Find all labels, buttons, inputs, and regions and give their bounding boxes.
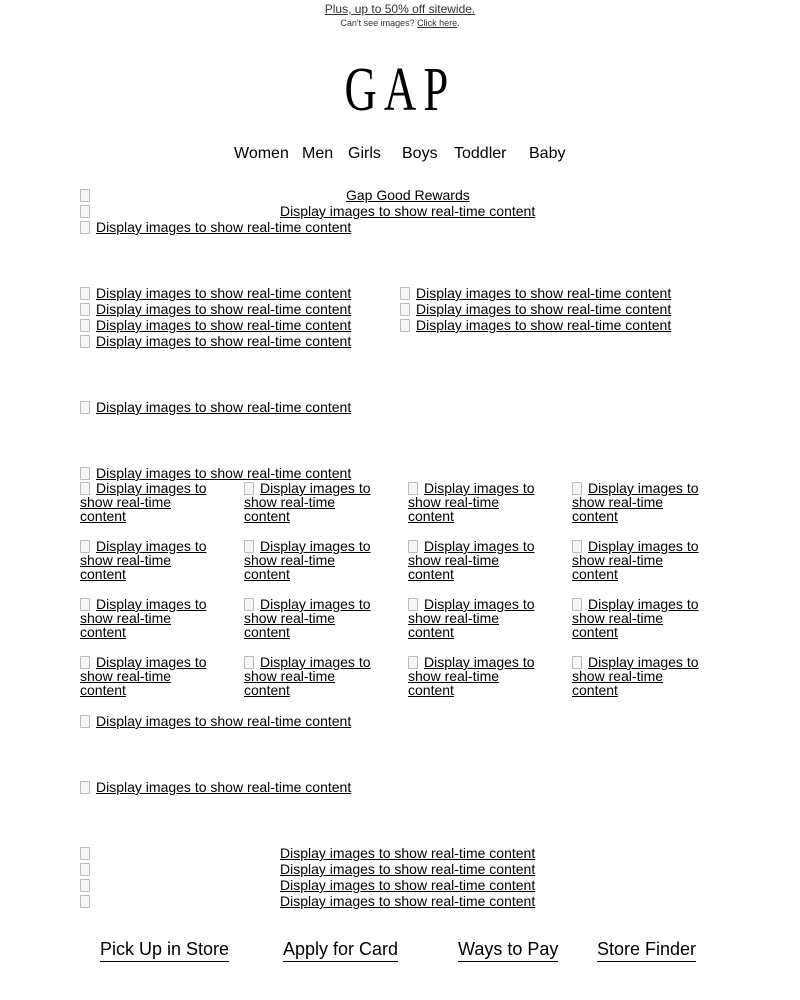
grid-image-placeholder[interactable] <box>80 655 210 697</box>
image-placeholder[interactable] <box>280 877 535 893</box>
grid-image-placeholder[interactable] <box>80 481 210 523</box>
broken-image-icon <box>80 715 90 728</box>
placeholder-text[interactable]: Display images to show real-time content <box>96 301 352 317</box>
image-placeholder[interactable] <box>280 861 535 877</box>
placeholder-text[interactable]: Display images to show real-time content <box>408 538 535 582</box>
rewards-label[interactable]: Gap Good Rewards <box>346 187 470 203</box>
grid-image-placeholder[interactable] <box>572 481 702 523</box>
cant-see-suffix: . <box>457 18 460 28</box>
grid-image-placeholder[interactable] <box>408 481 538 523</box>
pick-up-in-store-link[interactable]: Pick Up in Store <box>100 938 229 962</box>
placeholder-text[interactable]: Display images to show real-time content <box>416 301 672 317</box>
click-here-link[interactable]: Click here <box>417 18 458 28</box>
placeholder-text[interactable]: Display images to show real-time content <box>408 654 535 698</box>
image-placeholder[interactable] <box>80 399 351 415</box>
placeholder-text[interactable]: Display images to show real-time content <box>408 480 535 524</box>
apply-for-card-link[interactable]: Apply for Card <box>283 938 398 962</box>
placeholder-text[interactable]: Display images to show real-time content <box>96 713 352 729</box>
placeholder-text[interactable]: Display images to show real-time content <box>96 465 352 481</box>
grid-image-placeholder[interactable] <box>572 597 702 639</box>
placeholder-text[interactable]: Display images to show real-time content <box>244 480 371 524</box>
image-placeholder[interactable] <box>80 219 351 235</box>
broken-image-icon <box>80 287 90 300</box>
placeholder-text[interactable]: Display images to show real-time content <box>80 480 207 524</box>
broken-image-icon <box>80 893 96 909</box>
placeholder-text[interactable]: Display images to show real-time content <box>280 845 536 861</box>
placeholder-text[interactable]: Display images to show real-time content <box>96 317 352 333</box>
store-finder-link[interactable]: Store Finder <box>597 938 696 962</box>
grid-image-placeholder[interactable] <box>408 539 538 581</box>
image-placeholder[interactable] <box>280 203 535 219</box>
grid-image-placeholder[interactable] <box>408 655 538 697</box>
broken-image-icon <box>80 187 96 203</box>
image-placeholder[interactable] <box>80 317 351 333</box>
broken-image-icon <box>80 401 90 414</box>
image-placeholder[interactable] <box>280 845 535 861</box>
grid-image-placeholder[interactable] <box>244 655 374 697</box>
placeholder-text[interactable]: Display images to show real-time content <box>244 654 371 698</box>
broken-image-icon <box>400 303 410 316</box>
placeholder-text[interactable]: Display images to show real-time content <box>408 596 535 640</box>
placeholder-text[interactable]: Display images to show real-time content <box>416 285 672 301</box>
placeholder-text[interactable]: Display images to show real-time content <box>416 317 672 333</box>
grid-image-placeholder[interactable] <box>244 597 374 639</box>
placeholder-text[interactable]: Display images to show real-time content <box>280 893 536 909</box>
placeholder-text[interactable]: Display images to show real-time content <box>572 654 699 698</box>
gap-logo[interactable]: GAP <box>344 56 456 124</box>
image-placeholder[interactable] <box>80 779 351 795</box>
placeholder-text[interactable]: Display images to show real-time content <box>80 538 207 582</box>
image-placeholder[interactable] <box>400 317 671 333</box>
broken-image-icon <box>80 781 90 794</box>
image-placeholder[interactable] <box>80 465 351 481</box>
placeholder-text[interactable]: Display images to show real-time content <box>80 596 207 640</box>
grid-image-placeholder[interactable] <box>80 539 210 581</box>
broken-image-icon <box>80 319 90 332</box>
nav-men[interactable]: Men <box>302 145 334 162</box>
cant-see-text: Can't see images? <box>340 18 415 28</box>
grid-image-placeholder[interactable] <box>244 539 374 581</box>
placeholder-text[interactable]: Display images to show real-time content <box>572 538 699 582</box>
placeholder-text[interactable]: Display images to show real-time content <box>280 203 536 219</box>
placeholder-text[interactable]: Display images to show real-time content <box>96 779 352 795</box>
placeholder-text[interactable]: Display images to show real-time content <box>96 333 352 349</box>
broken-image-icon <box>80 845 96 861</box>
placeholder-text[interactable]: Display images to show real-time content <box>96 285 352 301</box>
cant-see-images <box>0 18 800 28</box>
image-placeholder[interactable] <box>80 333 351 349</box>
placeholder-text[interactable]: Display images to show real-time content <box>244 596 371 640</box>
broken-image-icon <box>80 303 90 316</box>
image-placeholder[interactable] <box>80 713 351 729</box>
grid-image-placeholder[interactable] <box>572 655 702 697</box>
broken-image-icon <box>80 877 96 893</box>
grid-image-placeholder[interactable] <box>572 539 702 581</box>
image-placeholder[interactable] <box>80 285 351 301</box>
grid-image-placeholder[interactable] <box>408 597 538 639</box>
promo-banner[interactable] <box>0 2 800 16</box>
placeholder-text[interactable]: Display images to show real-time content <box>280 861 536 877</box>
grid-image-placeholder[interactable] <box>244 481 374 523</box>
rewards-link[interactable] <box>346 187 470 203</box>
placeholder-text[interactable]: Display images to show real-time content <box>572 596 699 640</box>
placeholder-text[interactable]: Display images to show real-time content <box>96 399 352 415</box>
placeholder-text[interactable]: Display images to show real-time content <box>244 538 371 582</box>
image-placeholder[interactable] <box>280 893 535 909</box>
grid-image-placeholder[interactable] <box>80 597 210 639</box>
promo-link[interactable]: Plus, up to 50% off sitewide. <box>324 2 476 16</box>
placeholder-text[interactable]: Display images to show real-time content <box>80 654 207 698</box>
broken-image-icon <box>80 335 90 348</box>
broken-image-icon <box>80 467 90 480</box>
nav-boys[interactable]: Boys <box>402 145 438 162</box>
nav-girls[interactable]: Girls <box>348 145 381 162</box>
broken-image-icon <box>400 287 410 300</box>
ways-to-pay-link[interactable]: Ways to Pay <box>458 938 558 962</box>
broken-image-icon <box>80 221 90 234</box>
broken-image-icon <box>400 319 410 332</box>
nav-baby[interactable]: Baby <box>529 145 566 162</box>
nav-women[interactable]: Women <box>234 145 289 162</box>
placeholder-text[interactable]: Display images to show real-time content <box>572 480 699 524</box>
nav-toddler[interactable]: Toddler <box>454 145 507 162</box>
broken-image-icon <box>80 203 96 219</box>
placeholder-text[interactable]: Display images to show real-time content <box>280 877 536 893</box>
broken-image-icon <box>80 861 96 877</box>
placeholder-text[interactable]: Display images to show real-time content <box>96 219 352 235</box>
image-placeholder[interactable] <box>400 301 671 317</box>
image-placeholder[interactable] <box>80 301 351 317</box>
image-placeholder[interactable] <box>400 285 671 301</box>
